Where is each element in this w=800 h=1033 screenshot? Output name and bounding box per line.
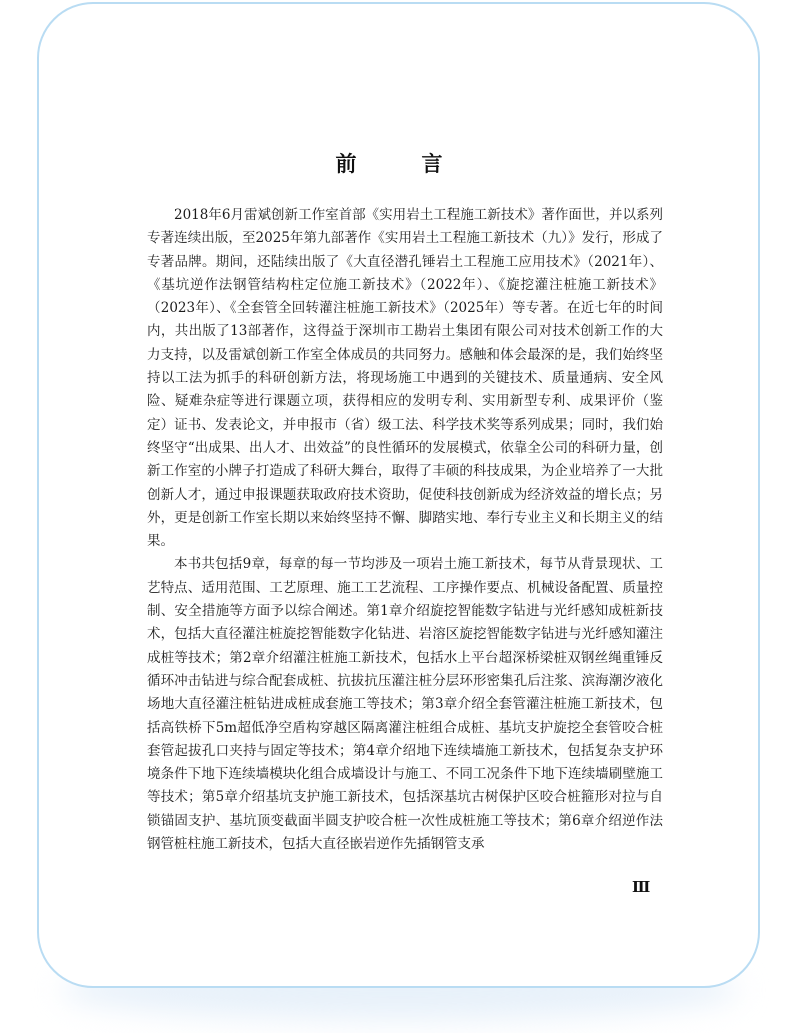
paragraph-1: 2018年6月雷斌创新工作室首部《实用岩土工程施工新技术》著作面世，并以系列专著连续出版，至2025年第九部著作《实用岩土工程施工新技术（九）》发行，形成了专著品牌。期间，还陆续出版了《大直径潜孔锤岩土工程施工应用技术》（2021年）、《基坑逆作法钢管结构柱定位施工新技术》（2022年）、《旋挖灌注桩施工新技术》（2023年）、《全套管全回转灌注桩施工新技术》（2025年）等专著。在近七年的时间内，共出版了13部著作，这得益于深圳市工勘岩土集团有限公司对技术创新工作的大力支持，以及雷斌创新工作室全体成员的共同努力。感触和体会最深的是，我们始终坚持以工法为抓手的科研创新方法，将现场施工中遇到的关键技术、质量通病、安全风险、疑难杂症等进行课题立项，获得相应的发明专利、实用新型专利、成果评价（鉴定）证书、发表论文，并申报市（省）级工法、科学技术奖等系列成果；同时，我们始终坚守“出成果、出人才、出效益”的良性循环的发展模式，依靠全公司的科研力量，创新工作室的小牌子打造成了科研大舞台，取得了丰硕的科技成果，为企业培养了一大批创新人才，通过申报课题获取政府技术资助，促使科技创新成为经济效益的增长点；另外，更是创新工作室长期以来始终坚持不懈、脚踏实地、奉行专业主义和长期主义的结果。 [147,207,663,550]
page-number: Ⅲ [632,878,651,896]
page-title: 前 言 [335,151,465,176]
paragraph-2: 本书共包括9章，每章的每一节均涉及一项岩土施工新技术，每节从背景现状、工艺特点、适用范围、工艺原理、施工工艺流程、工序操作要点、机械设备配置、质量控制、安全措施等方面予以综合阐述。第1章介绍旋挖智能数字钻进与光纤感知成桩新技术，包括大直径灌注桩旋挖智能数字化钻进、岩溶区旋挖智能数字钻进与光纤感知灌注成桩等技术；第2章介绍灌注桩施工新技术，包括水上平台超深桥梁桩双钢丝绳重锤反循环冲击钻进与综合配套成桩、抗拔抗压灌注桩分层环形密集孔后注浆、滨海潮汐液化场地大直径灌注桩钻进成桩成套施工等技术；第3章介绍全套管灌注桩施工新技术，包括高铁桥下5m超低净空盾构穿越区隔离灌注桩组合成桩、基坑支护旋挖全套管咬合桩套管起拔孔口夹持与固定等技术；第4章介绍地下连续墙施工新技术，包括复杂支护环境条件下地下连续墙模块化组合成墙设计与施工、不同工况条件下地下连续墙刷壁施工等技术；第5章介绍基坑支护施工新技术，包括深基坑古树保护区咬合桩箍形对拉与自锁锚固支护、基坑顶变截面半圆支护咬合桩一次性成桩施工等技术；第6章介绍逆作法钢管桩柱施工新技术，包括大直径嵌岩逆作先插钢管支承 [147,556,663,853]
body-text [147,204,663,856]
